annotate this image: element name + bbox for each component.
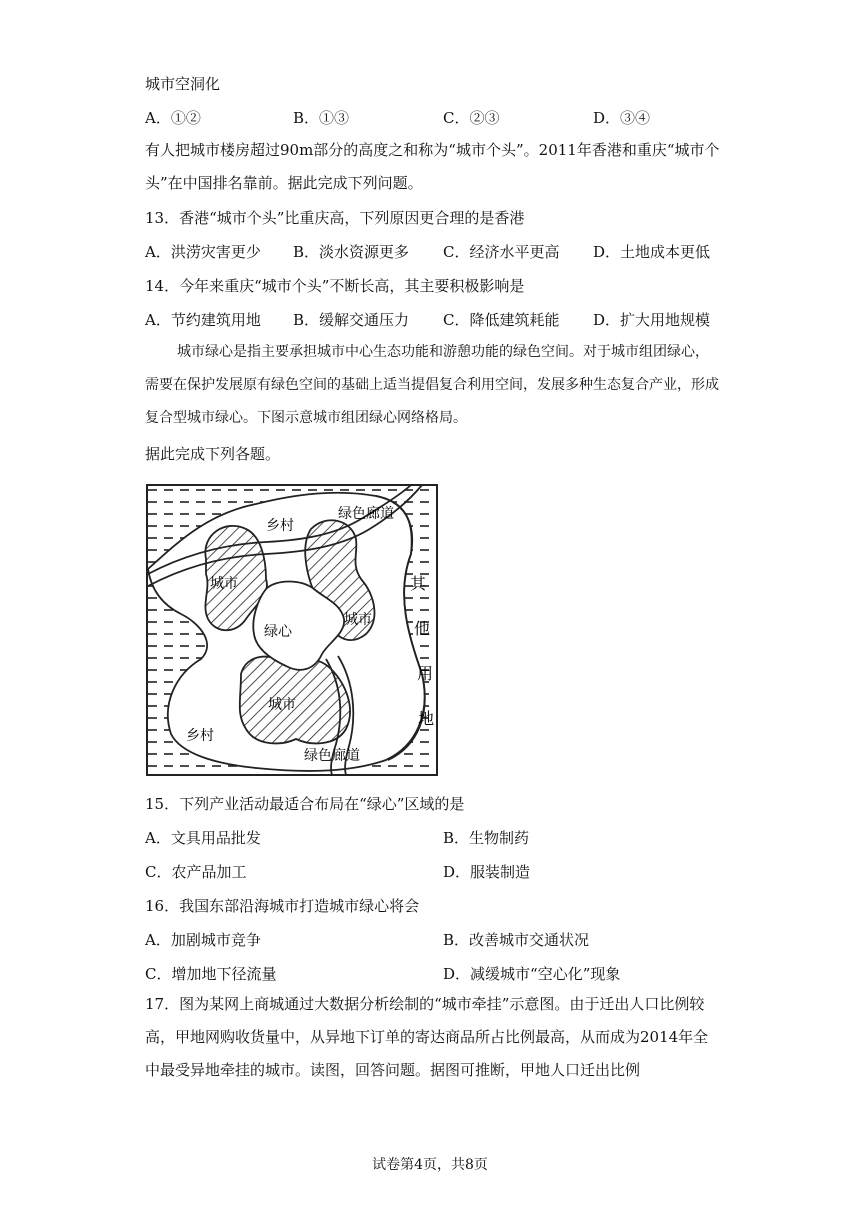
page-footer: 试卷第4页，共8页 [372, 1157, 488, 1173]
q16-option-c[interactable]: C．增加地下径流量 [145, 965, 277, 983]
q14-stem: 14．今年来重庆“城市个头”不断长高，其主要积极影响是 [145, 277, 525, 295]
q14-option-c[interactable]: C．降低建筑耗能 [443, 311, 560, 329]
q16-option-d[interactable]: D．减缓城市“空心化”现象 [443, 965, 621, 983]
q13-option-b[interactable]: B．淡水资源更多 [293, 243, 410, 261]
label-green-heart: 绿心 [264, 624, 292, 640]
q13-option-d[interactable]: D．土地成本更低 [593, 243, 711, 261]
prev-option-tail: 城市空洞化 [145, 75, 221, 93]
q12-option-b[interactable]: B．①③ [293, 109, 350, 127]
q13-option-c[interactable]: C．经济水平更高 [443, 243, 560, 261]
q14-option-a[interactable]: A．节约建筑用地 [145, 311, 261, 329]
label-village-top: 乡村 [266, 518, 294, 534]
label-city-left: 城市 [210, 576, 238, 592]
q13-option-a[interactable]: A．洪涝灾害更少 [145, 243, 261, 261]
label-corridor-top: 绿色廊道 [338, 506, 394, 522]
label-city-bottom: 城市 [268, 697, 296, 713]
q16-option-a[interactable]: A．加剧城市竞争 [145, 931, 261, 949]
q15-option-b[interactable]: B．生物制药 [443, 829, 530, 847]
label-other-land-1: 其 [409, 574, 427, 593]
q15-option-c[interactable]: C．农产品加工 [145, 863, 247, 881]
q14-option-d[interactable]: D．扩大用地规模 [593, 311, 711, 329]
q12-option-c[interactable]: C．②③ [443, 109, 500, 127]
q15-option-a[interactable]: A．文具用品批发 [145, 829, 261, 847]
intro-green-heart-text: 城市绿心是指主要承担城市中心生态功能和游憩功能的绿色空间。对于城市组团绿心，需要在保护发展原有绿色空间的基础上适当提倡复合利用空间，发展多种生态复合产业，形成复合型城市绿心。下图示意城市组团绿心网络格局。 [145, 344, 719, 426]
q16-option-b[interactable]: B．改善城市交通状况 [443, 931, 590, 949]
intro-green-heart [145, 336, 720, 435]
label-village-bottom: 乡村 [186, 728, 214, 744]
label-other-land-3: 用 [416, 664, 434, 683]
q16-stem: 16．我国东部沿海城市打造城市绿心将会 [145, 897, 420, 915]
intro-green-heart-tail: 据此完成下列各题。 [145, 445, 281, 463]
q12-option-d[interactable]: D．③④ [593, 109, 651, 127]
label-other-land-4: 地 [417, 709, 435, 728]
label-corridor-bottom: 绿色廊道 [304, 748, 360, 764]
q12-option-a[interactable]: A．①② [145, 109, 201, 127]
q15-stem: 15．下列产业活动最适合布局在“绿心”区域的是 [145, 795, 465, 813]
q15-option-d[interactable]: D．服装制造 [443, 863, 531, 881]
label-city-right: 城市 [344, 612, 372, 628]
label-other-land-2: 他 [413, 619, 431, 638]
intro-city-height: 有人把城市楼房超过90m部分的高度之和称为“城市个头”。2011年香港和重庆“城市个头”在中国排名靠前。据此完成下列问题。 [145, 141, 720, 192]
green-heart-map [146, 484, 438, 776]
q14-option-b[interactable]: B．缓解交通压力 [293, 311, 410, 329]
q13-stem: 13．香港“城市个头”比重庆高，下列原因更合理的是香港 [145, 209, 525, 227]
q17-text: 17．图为某网上商城通过大数据分析绘制的“城市牵挂”示意图。由于迁出人口比例较高，甲地网购收货量中，从异地下订单的寄达商品所占比例最高，从而成为2014年全中最受异地牵挂的城市。读图，回答问题。据图可推断，甲地人口迁出比例 [145, 995, 709, 1079]
